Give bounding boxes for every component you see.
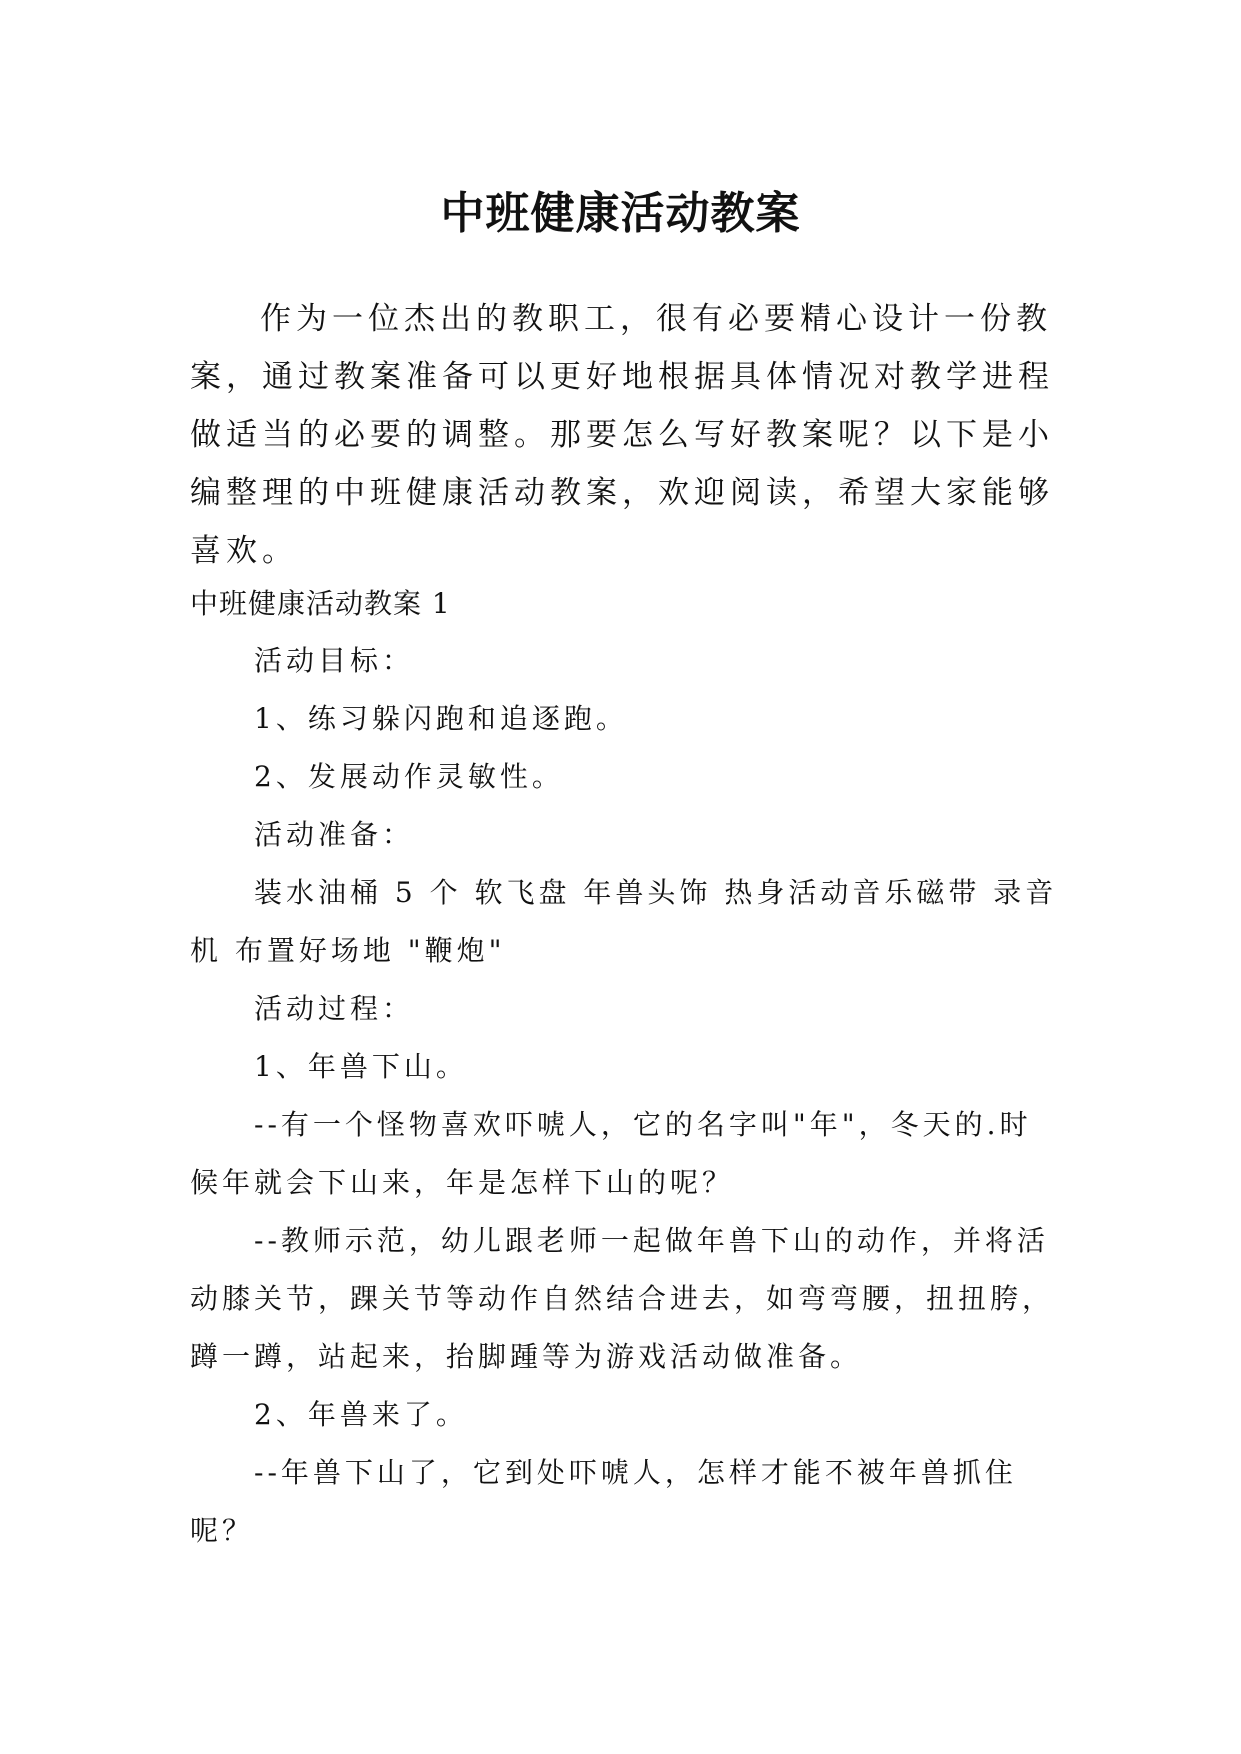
section-heading: 中班健康活动教案 1	[190, 587, 451, 620]
paragraph-goal-1: 1、练习躲闪跑和追逐跑。	[254, 702, 628, 735]
intro-paragraph: 作为一位杰出的教职工，很有必要精心设计一份教案，通过教案准备可以更好地根据具体情况对教学进程做适当的必要的调整。那要怎么写好教案呢？以下是小编整理的中班健康活动教案，欢迎阅读，希望大家能够喜欢。	[190, 301, 1054, 569]
section-body	[190, 632, 1060, 1560]
paragraph-prep-items: 装水油桶 5 个 软飞盘 年兽头饰 热身活动音乐磁带 录音机 布置好场地 "鞭炮"	[190, 876, 1058, 967]
paragraph-step-2-text: --年兽下山了，它到处吓唬人，怎样才能不被年兽抓住呢？	[190, 1456, 1017, 1547]
paragraph-step-2: 2、年兽来了。	[254, 1398, 468, 1431]
paragraph-step-1-demo: --教师示范，幼儿跟老师一起做年兽下山的动作，并将活动膝关节，踝关节等动作自然结合进去，如弯弯腰，扭扭胯，蹲一蹲，站起来，抬脚踵等为游戏活动做准备。	[190, 1224, 1055, 1373]
document-title: 中班健康活动教案	[440, 188, 801, 240]
paragraph-goals-heading: 活动目标：	[254, 644, 415, 677]
paragraph-step-1: 1、年兽下山。	[254, 1050, 468, 1083]
paragraph-step-1-text: --有一个怪物喜欢吓唬人，它的名字叫"年"，冬天的.时候年就会下山来，年是怎样下山的呢？	[190, 1108, 1032, 1199]
paragraph-goal-2: 2、发展动作灵敏性。	[254, 760, 564, 793]
paragraph-process-heading: 活动过程：	[254, 992, 415, 1025]
paragraph-prep-heading: 活动准备：	[254, 818, 415, 851]
